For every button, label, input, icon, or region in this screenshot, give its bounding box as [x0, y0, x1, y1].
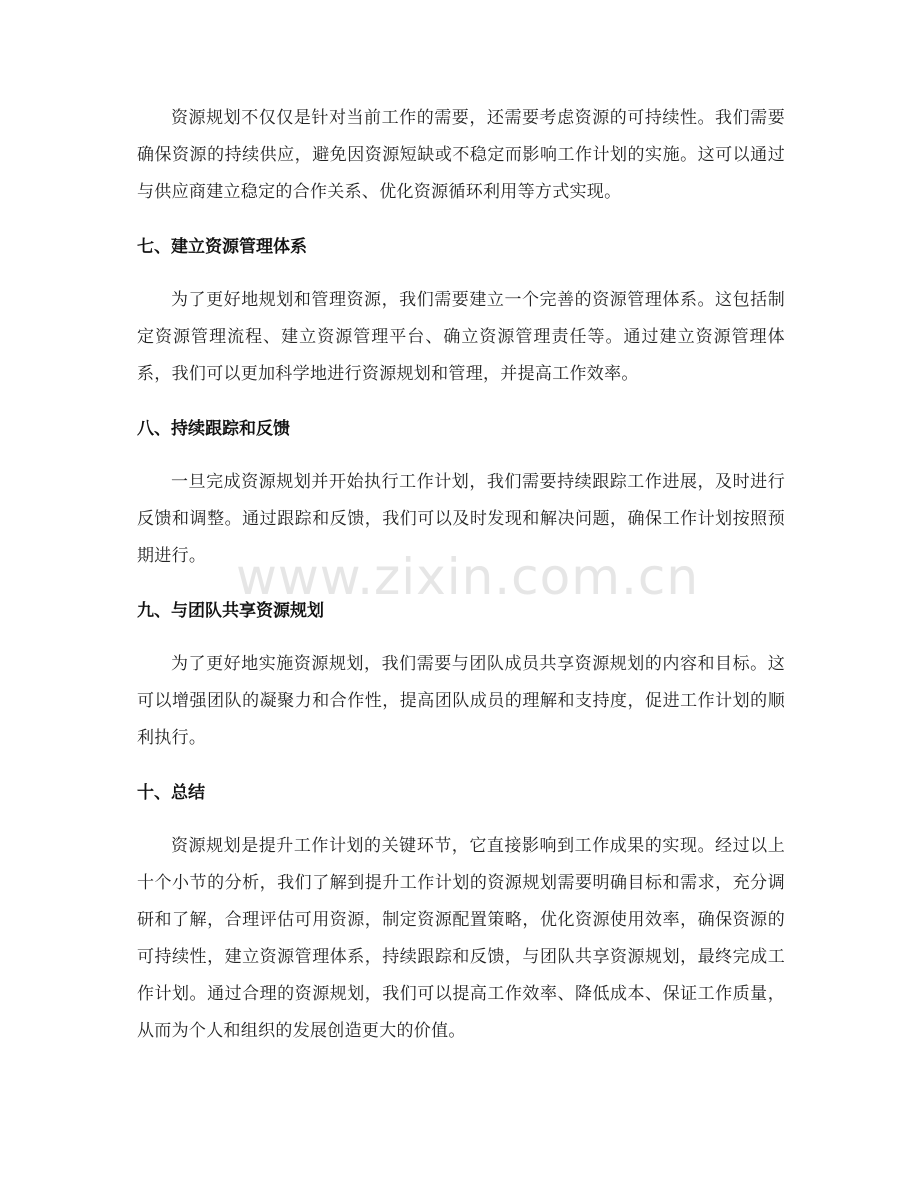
section-body-10: 资源规划是提升工作计划的关键环节，它直接影响到工作成果的实现。经过以上十个小节的分析，我们了解到提升工作计划的资源规划需要明确目标和需求，充分调研和了解，合理评估可用资源，制定资源配置策略，优化资源使用效率，确保资源的可持续性，建立资源管理体系，持续跟踪和反馈，与团队共享资源规划，最终完成工作计划。通过合理的资源规划，我们可以提高工作效率、降低成本、保证工作质量，从而为个人和组织的发展创造更大的价值。: [137, 836, 785, 1041]
intro-paragraph: 资源规划不仅仅是针对当前工作的需要，还需要考虑资源的可持续性。我们需要确保资源的持续供应，避免因资源短缺或不稳定而影响工作计划的实施。这可以通过与供应商建立稳定的合作关系、优化资源循环利用等方式实现。: [137, 108, 785, 202]
document-body: [137, 100, 785, 1050]
section-heading-7: 七、建立资源管理体系: [137, 237, 307, 257]
section-heading-8: 八、持续跟踪和反馈: [137, 419, 290, 439]
section-heading-10: 十、总结: [137, 783, 205, 803]
section-body-7: 为了更好地规划和管理资源，我们需要建立一个完善的资源管理体系。这包括制定资源管理流程、建立资源管理平台、确立资源管理责任等。通过建立资源管理体系，我们可以更加科学地进行资源规划和管理，并提高工作效率。: [137, 290, 785, 384]
section-body-8: 一旦完成资源规划并开始执行工作计划，我们需要持续跟踪工作进展，及时进行反馈和调整。通过跟踪和反馈，我们可以及时发现和解决问题，确保工作计划按照预期进行。: [137, 472, 785, 566]
section-body-9: 为了更好地实施资源规划，我们需要与团队成员共享资源规划的内容和目标。这可以增强团队的凝聚力和合作性，提高团队成员的理解和支持度，促进工作计划的顺利执行。: [137, 654, 785, 748]
section-heading-9: 九、与团队共享资源规划: [137, 601, 324, 621]
watermark-text: www.zixin.com.cn: [236, 548, 700, 606]
